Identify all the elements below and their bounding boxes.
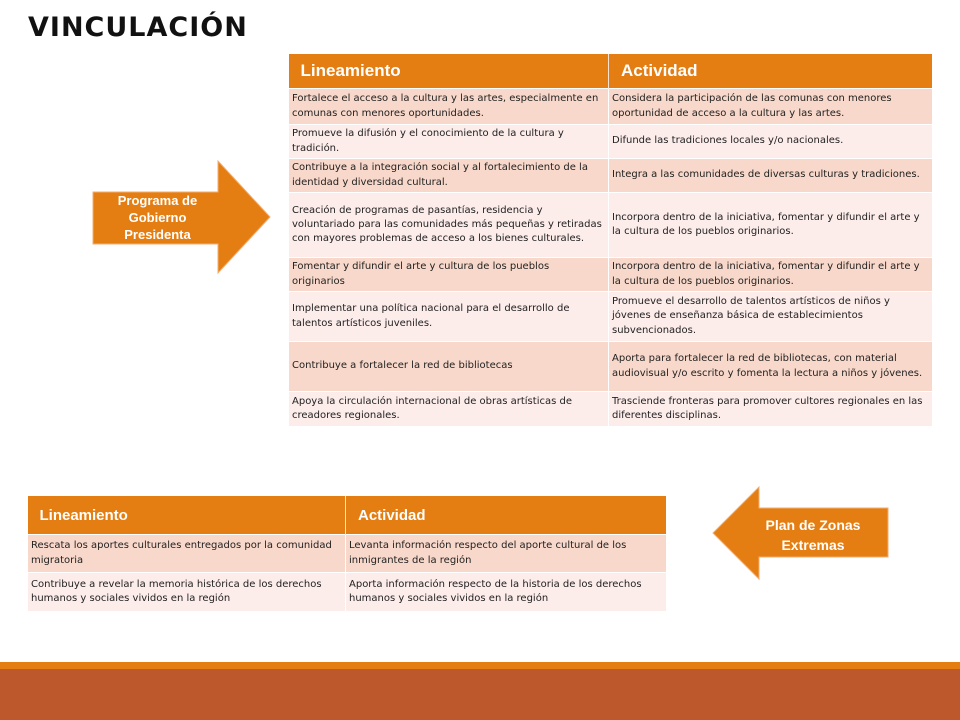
column-header-lineamiento: Lineamiento: [289, 54, 609, 89]
plan-zonas-label: Plan de Zonas Extremas: [765, 517, 861, 553]
table-row: [289, 392, 932, 426]
plan-zonas-table: [27, 496, 666, 611]
actividad-cell: Incorpora dentro de la iniciativa, fomentar y difundir el arte y la cultura de los pueblos originarios.: [609, 193, 932, 258]
column-header-actividad: Actividad: [609, 54, 932, 89]
programa-table: [288, 54, 932, 426]
actividad-cell: Promueve el desarrollo de talentos artísticos de niños y jóvenes de enseñanza básica de establecimientos subvencionados.: [609, 292, 932, 342]
actividad-cell: Incorpora dentro de la iniciativa, fomentar y difundir el arte y la cultura de los pueblos originarios.: [609, 258, 932, 292]
lineamiento-cell: Promueve la difusión y el conocimiento de la cultura y tradición.: [289, 125, 609, 159]
lineamiento-cell: Contribuye a fortalecer la red de bibliotecas: [289, 342, 609, 392]
table-header-row: [289, 54, 932, 89]
actividad-cell: Integra a las comunidades de diversas culturas y tradiciones.: [609, 159, 932, 193]
table-row: [289, 125, 932, 159]
lineamiento-cell: Apoya la circulación internacional de obras artísticas de creadores regionales.: [289, 392, 609, 426]
table-row: [289, 89, 932, 125]
page-title: VINCULACIÓN: [28, 12, 248, 43]
lineamiento-cell: Fomentar y difundir el arte y cultura de los pueblos originarios: [289, 258, 609, 292]
actividad-cell: Aporta información respecto de la historia de los derechos humanos y sociales vividos en la región: [346, 573, 666, 611]
table-row: [289, 292, 932, 342]
lineamiento-cell: Fortalece el acceso a la cultura y las artes, especialmente en comunas con menores oportunidades.: [289, 89, 609, 125]
actividad-cell: Levanta información respecto del aporte cultural de los inmigrantes de la región: [346, 535, 666, 573]
table-row: [289, 193, 932, 258]
programa-gobierno-label: Programa de Gobierno Presidenta: [117, 193, 198, 242]
actividad-cell: Aporta para fortalecer la red de bibliotecas, con material audiovisual y/o escrito y fomenta la lectura a niños y jóvenes.: [609, 342, 932, 392]
footer-band: [0, 669, 960, 720]
footer-accent-line: [0, 662, 960, 669]
table-row: [28, 535, 666, 573]
table-row: [289, 159, 932, 193]
actividad-cell: Difunde las tradiciones locales y/o nacionales.: [609, 125, 932, 159]
table-row: [28, 573, 666, 611]
actividad-cell: Considera la participación de las comunas con menores oportunidad de acceso a la cultura y las artes.: [609, 89, 932, 125]
table-row: [289, 258, 932, 292]
lineamiento-cell: Rescata los aportes culturales entregados por la comunidad migratoria: [28, 535, 346, 573]
column-header-actividad: Actividad: [346, 496, 666, 535]
column-header-lineamiento: Lineamiento: [28, 496, 346, 535]
lineamiento-cell: Implementar una política nacional para el desarrollo de talentos artísticos juveniles.: [289, 292, 609, 342]
actividad-cell: Trasciende fronteras para promover cultores regionales en las diferentes disciplinas.: [609, 392, 932, 426]
lineamiento-cell: Contribuye a revelar la memoria histórica de los derechos humanos y sociales vividos en la región: [28, 573, 346, 611]
table-header-row: [28, 496, 666, 535]
lineamiento-cell: Creación de programas de pasantías, residencia y voluntariado para las comunidades más pequeñas y retiradas con mayores problemas de acceso a los bienes culturales.: [289, 193, 609, 258]
table-row: [289, 342, 932, 392]
lineamiento-cell: Contribuye a la integración social y al fortalecimiento de la identidad y diversidad cultural.: [289, 159, 609, 193]
